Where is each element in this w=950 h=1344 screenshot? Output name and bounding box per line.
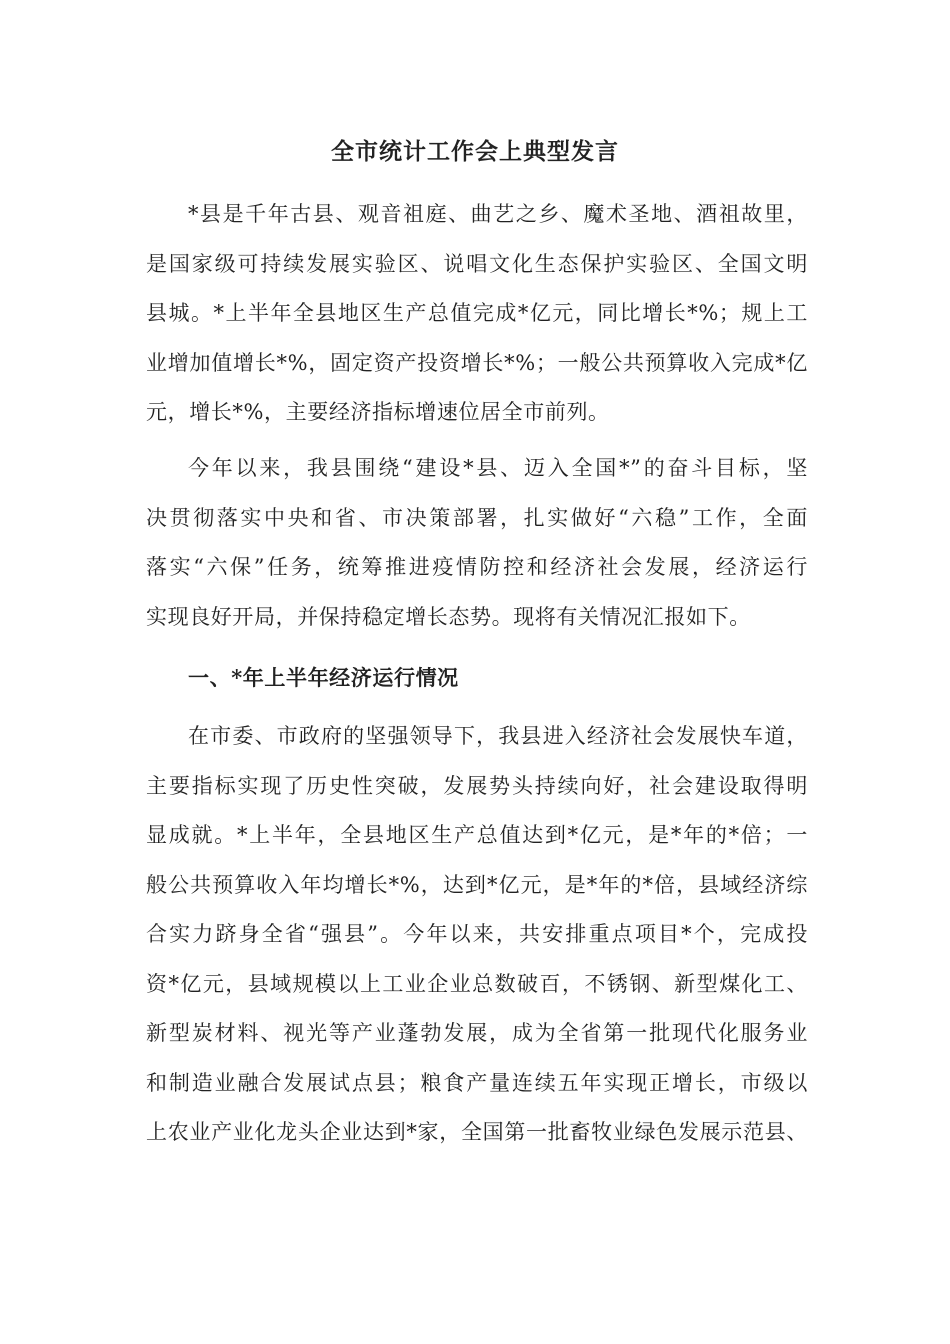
paragraph-line: 主要指标实现了历史性突破，发展势头持续向好，社会建设取得明 [146,773,808,798]
paragraph-line: 上农业产业化龙头企业达到*家，全国第一批畜牧业绿色发展示范县、 [146,1120,808,1144]
paragraph-line: 显成就。*上半年，全县地区生产总值达到*亿元，是*年的*倍；一 [146,823,808,847]
paragraph-intro [146,190,808,438]
document-title: 全市统计工作会上典型发言 [331,138,619,165]
paragraph-line: 在市委、市政府的坚强领导下，我县进入经济社会发展快车道， [188,724,808,748]
paragraph-line: 业增加值增长*%，固定资产投资增长*%；一般公共预算收入完成*亿 [146,350,808,375]
section-heading: 一、*年上半年经济运行情况 [188,665,459,690]
paragraph-line: 今年以来，我县围绕“建设*县、迈入全国*”的奋斗目标，坚 [188,456,808,480]
paragraph-line: 决贯彻落实中央和省、市决策部署，扎实做好“六稳”工作，全面 [146,505,808,530]
paragraph-line: 新型炭材料、视光等产业蓬勃发展，成为全省第一批现代化服务业 [146,1021,808,1045]
paragraph-overview [146,444,808,642]
paragraph-line: 是国家级可持续发展实验区、说唱文化生态保护实验区、全国文明 [146,251,808,276]
paragraph-line: 和制造业融合发展试点县；粮食产量连续五年实现正增长，市级以 [146,1070,808,1095]
paragraph-line: 元，增长*%，主要经济指标增速位居全市前列。 [146,400,610,424]
paragraph-line: 般公共预算收入年均增长*%，达到*亿元，是*年的*倍，县域经济综 [146,872,808,897]
paragraph-line: 落实“六保”任务，统筹推进疫情防控和经济社会发展，经济运行 [146,555,808,579]
paragraph-section-one [146,712,808,1158]
paragraph-line: 资*亿元，县域规模以上工业企业总数破百，不锈钢、新型煤化工、 [146,971,808,996]
paragraph-line: *县是千年古县、观音祖庭、曲艺之乡、魔术圣地、酒祖故里， [188,202,808,226]
paragraph-line: 实现良好开局，并保持稳定增长态势。现将有关情况汇报如下。 [146,604,751,629]
paragraph-line: 合实力跻身全省“强县”。今年以来，共安排重点项目*个，完成投 [146,922,808,946]
paragraph-line: 县城。*上半年全县地区生产总值完成*亿元，同比增长*%；规上工 [146,301,808,325]
